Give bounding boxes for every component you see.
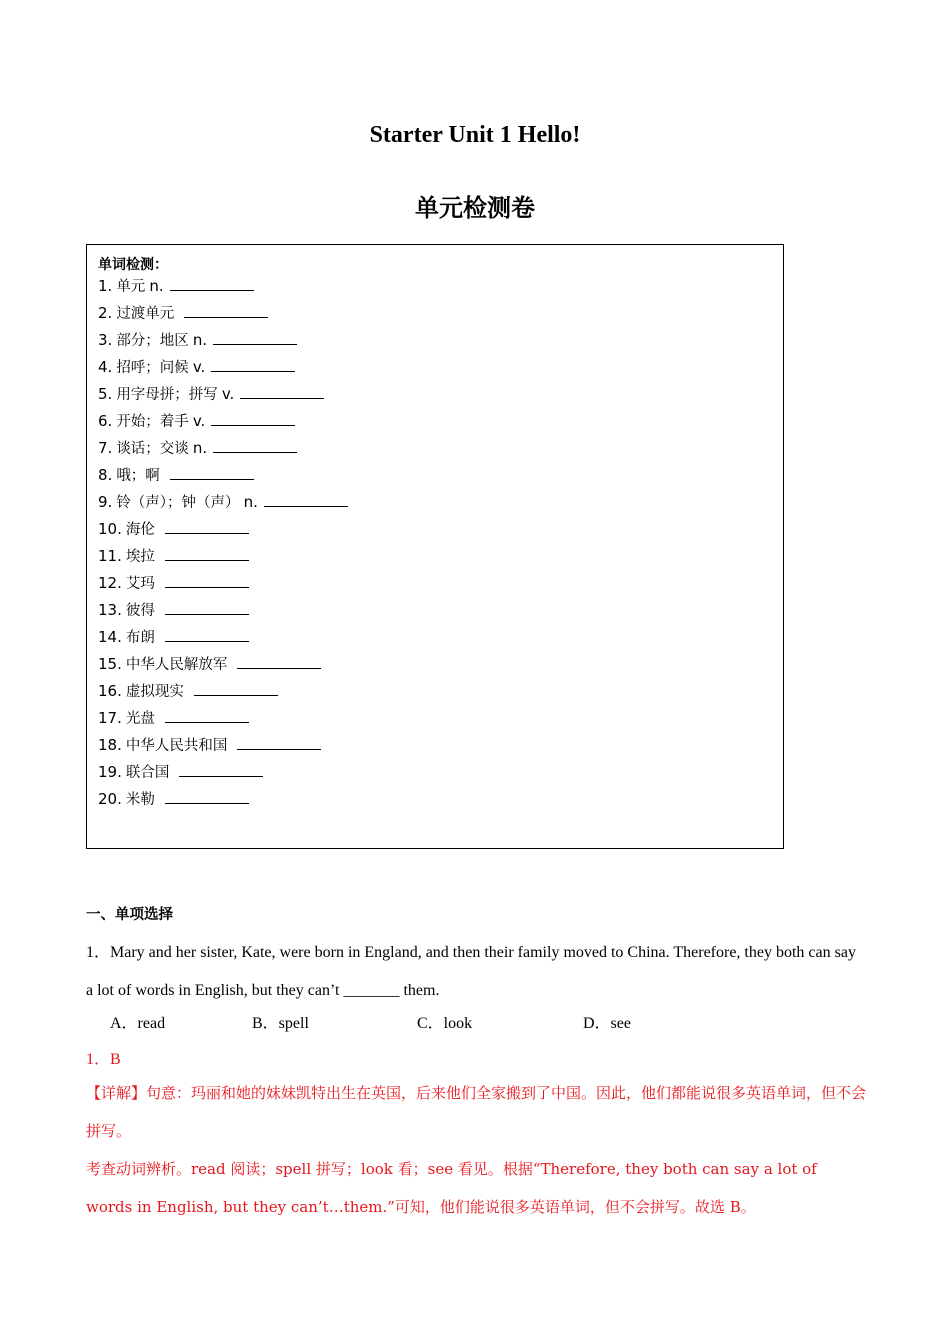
vocab-item: [98, 518, 348, 545]
vocab-item-pos: v.: [192, 412, 206, 430]
vocab-item-chinese: 哦；啊: [116, 468, 160, 484]
vocab-item-number: 8.: [98, 466, 113, 484]
vocab-item-chinese: 联合国: [125, 765, 170, 781]
vocab-item-chinese: 布朗: [125, 630, 155, 646]
vocab-item-number: 18.: [98, 736, 122, 754]
vocab-item-chinese: 埃拉: [125, 549, 155, 565]
vocab-item: [98, 410, 348, 437]
vocab-item-chinese: 彼得: [125, 603, 155, 619]
answer-blank[interactable]: [240, 384, 324, 399]
vocab-item-number: 2.: [98, 304, 113, 322]
answer-blank[interactable]: [213, 330, 297, 345]
vocab-list: [98, 275, 348, 815]
answer-blank[interactable]: [165, 627, 249, 642]
vocab-item: [98, 491, 348, 518]
vocab-item-number: 20.: [98, 790, 122, 808]
vocab-test-box: [86, 244, 784, 849]
answer-blank[interactable]: [165, 546, 249, 561]
answer-blank[interactable]: [213, 438, 297, 453]
vocab-item-number: 13.: [98, 601, 122, 619]
vocab-item: [98, 626, 348, 653]
vocab-item-chinese: 谈话；交谈: [116, 441, 189, 457]
vocab-item: [98, 788, 348, 815]
vocab-item: [98, 383, 348, 410]
vocab-item-number: 3.: [98, 331, 113, 349]
vocab-item-chinese: 艾玛: [125, 576, 155, 592]
vocab-item: [98, 734, 348, 761]
page-subtitle: 单元检测卷: [415, 194, 535, 222]
vocab-item: [98, 707, 348, 734]
vocab-item-number: 11.: [98, 547, 122, 565]
vocab-item: [98, 545, 348, 572]
vocab-item: [98, 572, 348, 599]
section-title: 一、单项选择: [86, 907, 173, 923]
vocab-item-chinese: 海伦: [125, 522, 155, 538]
vocab-item-pos: n.: [192, 439, 208, 457]
question-options: [0, 1010, 950, 1034]
vocab-item-number: 14.: [98, 628, 122, 646]
vocab-item-number: 6.: [98, 412, 113, 430]
vocab-heading: 单词检测：: [98, 257, 168, 273]
answer-blank[interactable]: [165, 519, 249, 534]
vocab-item-chinese: 开始；着手: [116, 414, 189, 430]
answer-blank[interactable]: [165, 600, 249, 615]
explanation-analysis: 考查动词辨析。read 阅读；spell 拼写；look 看；see 看见。根据“Therefore, they both can say a lot of words in English, but they can’t…them.”可知，他们能说很多英语单词，但不会拼写。故选 B。: [86, 1160, 817, 1216]
vocab-item: [98, 761, 348, 788]
answer-blank[interactable]: [165, 708, 249, 723]
vocab-item-pos: n.: [149, 277, 164, 295]
vocab-item-chinese: 招呼；问候: [116, 360, 189, 376]
vocab-item-number: 9.: [98, 493, 113, 511]
vocab-item: [98, 599, 348, 626]
vocab-item-number: 4.: [98, 358, 113, 376]
answer-blank[interactable]: [165, 573, 249, 588]
vocab-item-chinese: 光盘: [125, 711, 155, 727]
answer-blank[interactable]: [165, 789, 249, 804]
option-c: C．look: [417, 1015, 473, 1032]
explanation-detail: 【详解】句意：玛丽和她的妹妹凯特出生在英国，后来他们全家搬到了中国。因此，他们都能说很多英语单词，但不会拼写。: [86, 1084, 867, 1140]
answer-explanation: [86, 1074, 866, 1226]
page-title: Starter Unit 1 Hello!: [369, 122, 581, 148]
vocab-item: [98, 680, 348, 707]
option-b: B．spell: [252, 1015, 309, 1032]
answer-blank[interactable]: [211, 411, 295, 426]
vocab-item-number: 10.: [98, 520, 122, 538]
question-text: 1．Mary and her sister, Kate, were born in England, and then their family moved to China. Therefore, they both can say a lot of words in English, but they can’t _______ them.: [86, 944, 856, 999]
vocab-item: [98, 464, 348, 491]
answer-label: 1．B: [86, 1051, 121, 1068]
vocab-item-chinese: 米勒: [125, 792, 155, 808]
answer-blank[interactable]: [184, 303, 268, 318]
option-a: A．read: [110, 1015, 166, 1032]
vocab-item-number: 15.: [98, 655, 122, 673]
vocab-item-chinese: 单元: [116, 279, 146, 295]
vocab-item-number: 5.: [98, 385, 113, 403]
vocab-item-chinese: 部分；地区: [116, 333, 189, 349]
vocab-item-pos: v.: [221, 385, 235, 403]
vocab-item-number: 1.: [98, 277, 113, 295]
vocab-item-pos: n.: [243, 493, 258, 511]
vocab-item-number: 12.: [98, 574, 122, 592]
vocab-item-pos: v.: [192, 358, 206, 376]
vocab-item-chinese: 用字母拼；拼写: [116, 387, 218, 403]
vocab-item: [98, 653, 348, 680]
vocab-item-chinese: 中华人民共和国: [125, 738, 228, 754]
vocab-item: [98, 437, 348, 464]
vocab-item: [98, 275, 348, 302]
answer-blank[interactable]: [211, 357, 295, 372]
answer-blank[interactable]: [264, 492, 348, 507]
answer-blank[interactable]: [237, 735, 321, 750]
answer-blank[interactable]: [194, 681, 278, 696]
vocab-item: [98, 302, 348, 329]
vocab-item: [98, 356, 348, 383]
answer-blank[interactable]: [170, 276, 254, 291]
option-d: D．see: [583, 1015, 631, 1032]
vocab-item-number: 19.: [98, 763, 122, 781]
vocab-item-number: 16.: [98, 682, 122, 700]
vocab-item-chinese: 铃（声）；钟（声）: [116, 495, 240, 511]
vocab-item-chinese: 虚拟现实: [125, 684, 184, 700]
answer-blank[interactable]: [237, 654, 321, 669]
vocab-item-chinese: 中华人民解放军: [125, 657, 228, 673]
vocab-item-number: 7.: [98, 439, 113, 457]
answer-blank[interactable]: [179, 762, 263, 777]
vocab-item-pos: n.: [192, 331, 208, 349]
vocab-item-number: 17.: [98, 709, 122, 727]
answer-blank[interactable]: [170, 465, 254, 480]
vocab-item: [98, 329, 348, 356]
vocab-item-chinese: 过渡单元: [116, 306, 175, 322]
